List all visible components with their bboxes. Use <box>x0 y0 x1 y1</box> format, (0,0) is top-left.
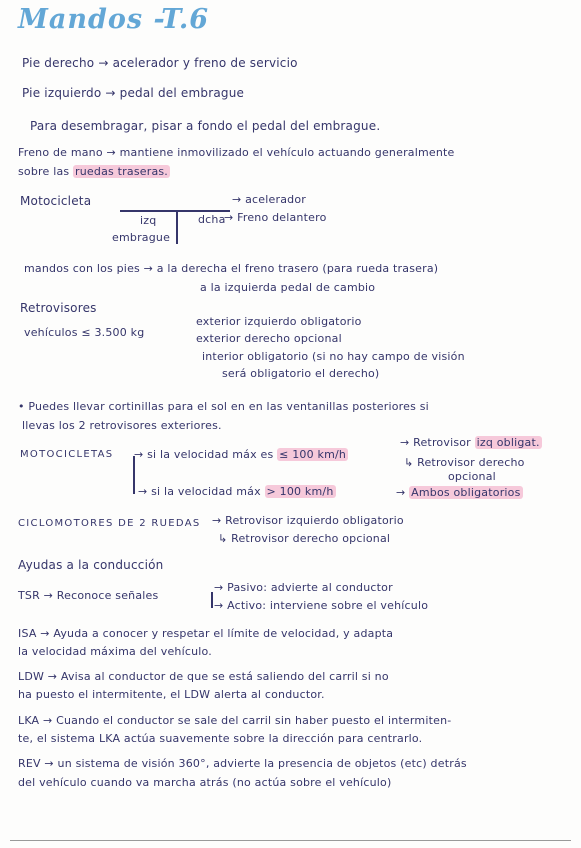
tsr-line: TSR → Reconoce señales <box>18 589 159 602</box>
moto-rule-1-pre: → si la velocidad máx es <box>134 448 274 461</box>
line-freno-mano-cont <box>18 165 170 179</box>
izq-label: izq <box>140 214 157 227</box>
handlebar-stem <box>176 210 178 244</box>
moto-rule-1-result <box>400 436 542 450</box>
line-freno-mano: Freno de mano → mantiene inmovilizado el vehículo actuando generalmente <box>18 146 455 159</box>
page-title: Mandos -T.6 <box>18 4 210 35</box>
moto-rule-2-pre: → si la velocidad máx <box>138 485 261 498</box>
moto-rule-1-result-pre: → Retrovisor <box>400 436 471 449</box>
tsr-bracket <box>211 592 213 608</box>
lka-line2: te, el sistema LKA actúa suavemente sobre la dirección para centrarlo. <box>18 732 423 745</box>
line-pie-derecho: Pie derecho → acelerador y freno de servicio <box>22 56 298 70</box>
page-bottom-rule <box>10 840 571 841</box>
moto-rule-2-result <box>396 486 523 500</box>
line-desembragar: Para desembragar, pisar a fondo el pedal del embrague. <box>30 119 381 133</box>
retrovisor-op2: exterior derecho opcional <box>196 332 342 345</box>
vehiculos-3500: vehículos ≤ 3.500 kg <box>24 326 145 339</box>
highlight-100-le: ≤ 100 km/h <box>279 448 347 461</box>
mandos-pies-line2: a la izquierda pedal de cambio <box>200 281 376 294</box>
embrague-label: embrague <box>112 231 171 244</box>
moto-rule-2 <box>138 485 336 499</box>
highlight-ambos: Ambos obligatorios <box>411 486 521 499</box>
cortinillas-line1: • Puedes llevar cortinillas para el sol en en las ventanillas posteriores si <box>18 400 429 413</box>
freno-mano-pre: sobre las <box>18 165 70 178</box>
highlight-ruedas-traseras: ruedas traseras. <box>75 165 169 178</box>
retrovisores-heading: Retrovisores <box>20 301 97 315</box>
retrovisor-op3b: será obligatorio el derecho) <box>222 367 380 380</box>
highlight-100-gt: > 100 km/h <box>266 485 334 498</box>
ldw-line2: ha puesto el intermitente, el LDW alerta al conductor. <box>18 688 325 701</box>
moto-rule-1-opt: ↳ Retrovisor derecho <box>404 456 525 469</box>
handlebar-line <box>120 210 230 212</box>
dcha-label: dcha <box>198 213 226 226</box>
rev-line1: REV → un sistema de visión 360°, advierte la presencia de objetos (etc) detrás <box>18 757 467 770</box>
mandos-pies-line1: mandos con los pies → a la derecha el freno trasero (para rueda trasera) <box>24 262 439 275</box>
acelerador-label: → acelerador <box>232 193 306 206</box>
isa-line1: ISA → Ayuda a conocer y respetar el límite de velocidad, y adapta <box>18 627 394 640</box>
ciclomotores-r2: ↳ Retrovisor derecho opcional <box>218 532 391 545</box>
motocicletas-label: MOTOCICLETAS <box>20 449 114 460</box>
ciclomotores-label: CICLOMOTORES DE 2 RUEDAS <box>18 518 201 529</box>
motocicleta-label: Motocicleta <box>20 194 92 208</box>
freno-delantero-label: → Freno delantero <box>224 211 327 224</box>
isa-line2: la velocidad máxima del vehículo. <box>18 645 212 658</box>
moto-rule-1 <box>134 448 348 462</box>
ciclomotores-r1: → Retrovisor izquierdo obligatorio <box>212 514 404 527</box>
highlight-izq-obligat: izq obligat. <box>476 436 540 449</box>
lka-line1: LKA → Cuando el conductor se sale del carril sin haber puesto el intermiten- <box>18 714 452 727</box>
line-pie-izquierdo: Pie izquierdo → pedal del embrague <box>22 86 245 100</box>
ayudas-heading: Ayudas a la conducción <box>18 558 164 572</box>
tsr-activo: → Activo: interviene sobre el vehículo <box>214 599 429 612</box>
ldw-line1: LDW → Avisa al conductor de que se está saliendo del carril si no <box>18 670 389 683</box>
moto-rule-2-result-pre: → <box>396 486 406 499</box>
cortinillas-line2: llevas los 2 retrovisores exteriores. <box>22 419 222 432</box>
retrovisor-op3: interior obligatorio (si no hay campo de visión <box>202 350 465 363</box>
retrovisor-op1: exterior izquierdo obligatorio <box>196 315 362 328</box>
rev-line2: del vehículo cuando va marcha atrás (no actúa sobre el vehículo) <box>18 776 392 789</box>
moto-rule-1-opcional: opcional <box>448 470 496 483</box>
tsr-pasivo: → Pasivo: advierte al conductor <box>214 581 393 594</box>
